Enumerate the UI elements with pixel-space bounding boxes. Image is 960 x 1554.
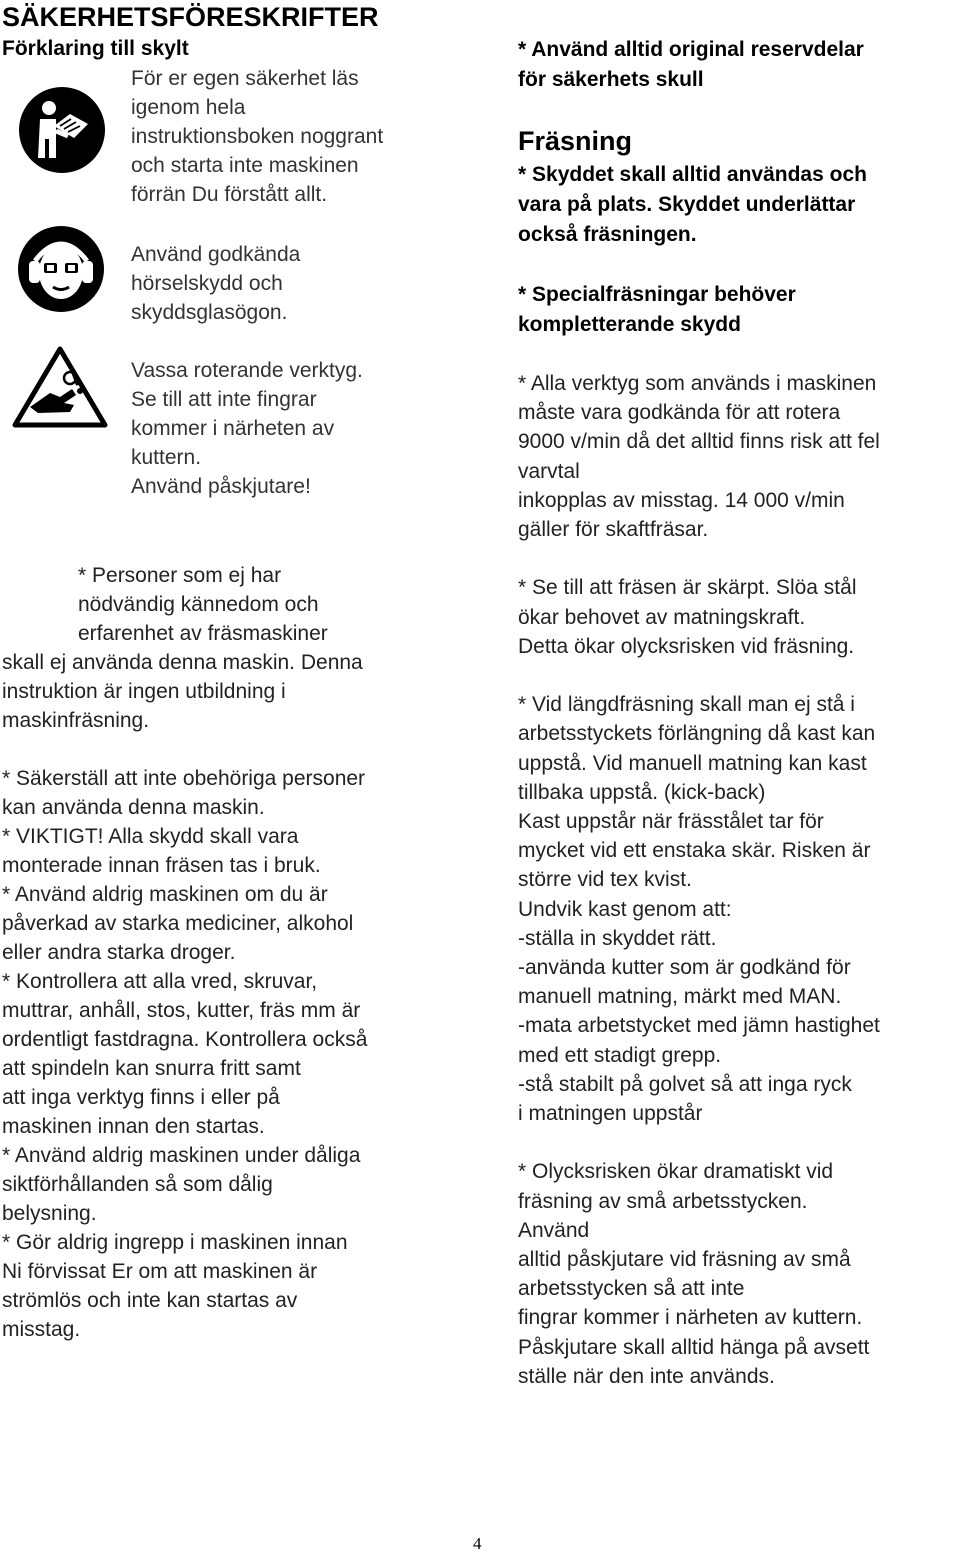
body-text-line: i matningen uppstår — [518, 1102, 703, 1125]
body-text-line: * Alla verktyg som används i maskinen — [518, 372, 877, 395]
body-text-line: * Använd aldrig maskinen om du är — [2, 883, 328, 906]
body-text-line: * VIKTIGT! Alla skydd skall vara — [2, 825, 299, 848]
body-text-line: * Personer som ej har — [78, 564, 282, 587]
body-text-line: * Se till att fräsen är skärpt. Slöa stål — [518, 576, 857, 600]
body-text-line: maskinen innan den startas. — [2, 1115, 265, 1138]
body-text-line: -mata arbetstycket med jämn hastighet — [518, 1014, 880, 1038]
ear-and-eye-protection-icon — [17, 225, 105, 313]
body-text-line: * Kontrollera att alla vred, skruvar, — [2, 970, 318, 993]
body-text-line: manuell matning, märkt med MAN. — [518, 985, 842, 1009]
body-text-line: att spindeln kan snurra fritt samt — [2, 1057, 301, 1080]
body-text-line: * Säkerställ att inte obehöriga personer — [2, 767, 366, 790]
body-text-line: * Vid längdfräsning skall man ej stå i — [518, 693, 855, 717]
body-text-line: -använda kutter som är godkänd för — [518, 956, 851, 979]
body-text-line: att inga verktyg finns i eller på — [2, 1086, 280, 1109]
body-text-line: * Olycksrisken ökar dramatiskt vid — [518, 1160, 834, 1184]
body-text-line: större vid tex kvist. — [518, 868, 692, 892]
sign-text-line: Se till att inte fingrar — [131, 388, 317, 411]
body-text-line: -stå stabilt på golvet så att inga ryck — [518, 1072, 852, 1096]
body-text-line: * Gör aldrig ingrepp i maskinen innan — [2, 1231, 348, 1254]
body-text-line: eller andra starka droger. — [2, 941, 236, 964]
guard-note-line: vara på plats. Skyddet underlättar — [518, 193, 856, 216]
body-text-line: inkopplas av misstag. 14 000 v/min — [518, 488, 845, 512]
body-text-line: Kast uppstår när frässtålet tar för — [518, 810, 824, 833]
body-text-line: ordentligt fastdragna. Kontrollera också — [2, 1028, 368, 1051]
sign-text-line: och starta inte maskinen — [131, 154, 359, 177]
body-text-line: ökar behovet av matningskraft. — [518, 605, 806, 629]
body-text-line: 9000 v/min då det alltid finns risk att fel — [518, 430, 880, 454]
body-text-line: påverkad av starka mediciner, alkohol — [2, 912, 354, 935]
sign-text-line: Använd påskjutare! — [131, 475, 311, 498]
reserve-parts-note-line: för säkerhets skull — [518, 68, 704, 91]
body-text-line: fingrar kommer i närheten av kuttern. — [518, 1306, 863, 1330]
body-text-line: Ni förvissat Er om att maskinen är — [2, 1260, 318, 1283]
body-text-line: erfarenhet av fräsmaskiner — [78, 622, 328, 645]
guard-note-line: kompletterande skydd — [518, 313, 741, 336]
sign-text-line: hörselskydd och — [131, 272, 283, 295]
body-text-line: strömlös och inte kan startas av — [2, 1289, 298, 1312]
sign-text-line: skyddsglasögon. — [131, 301, 288, 324]
body-text-line: mycket vid ett enstaka skär. Risken är — [518, 839, 871, 863]
body-text-line: belysning. — [2, 1202, 97, 1225]
body-text-line: Detta ökar olycksrisken vid fräsning. — [518, 634, 855, 658]
body-text-line: arbetsstyckets förlängning då kast kan — [518, 722, 876, 746]
sign-text-line: förrän Du förstått allt. — [131, 183, 328, 206]
body-text-line: uppstå. Vid manuell matning kan kast — [518, 751, 867, 775]
body-text-line: * Använd aldrig maskinen under dåliga — [2, 1144, 361, 1167]
rotating-cutter-warning-icon — [12, 345, 108, 429]
sign-text-line: För er egen säkerhet läs — [131, 67, 359, 90]
body-text-line: siktförhållanden så som dålig — [2, 1173, 273, 1196]
body-text-line: nödvändig kännedom och — [78, 593, 319, 616]
body-text-line: monterade innan fräsen tas i bruk. — [2, 854, 321, 877]
sign-text-line: instruktionsboken noggrant — [131, 125, 384, 148]
sign-explanation-heading: Förklaring till skylt — [2, 37, 189, 60]
sign-text-line: igenom hela — [131, 96, 246, 119]
sign-text-line: kommer i närheten av — [131, 417, 335, 440]
sign-text-line: Vassa roterande verktyg. — [131, 359, 363, 382]
guard-note-line: * Skyddet skall alltid användas och — [518, 163, 867, 186]
page-number: 4 — [473, 1534, 482, 1553]
body-text-line: fräsning av små arbetsstycken. — [518, 1189, 808, 1213]
body-text-line: kan använda denna maskin. — [2, 796, 265, 819]
page-title: SÄKERHETSFÖRESKRIFTER — [2, 2, 379, 32]
guard-note-line: också fräsningen. — [518, 223, 697, 246]
body-text-line: -ställa in skyddet rätt. — [518, 926, 717, 950]
sign-text-line: kuttern. — [131, 446, 202, 469]
reserve-parts-note-line: * Använd alltid original reservdelar — [518, 38, 864, 61]
section-heading: Fräsning — [518, 126, 633, 156]
body-text-line: med ett stadigt grepp. — [518, 1043, 722, 1067]
body-text-line: tillbaka uppstå. (kick-back) — [518, 780, 766, 804]
body-text-line: misstag. — [2, 1318, 81, 1341]
body-text-line: muttrar, anhåll, stos, kutter, fräs mm är — [2, 999, 361, 1022]
body-text-line: instruktion är ingen utbildning i — [2, 680, 286, 703]
body-text-line: gäller för skaftfräsar. — [518, 518, 709, 541]
body-text-line: alltid påskjutare vid fräsning av små — [518, 1248, 851, 1271]
read-manual-icon — [18, 86, 106, 174]
body-text-line: Undvik kast genom att: — [518, 897, 732, 921]
body-text-line: varvtal — [518, 459, 580, 483]
body-text-line: maskinfräsning. — [2, 709, 150, 732]
body-text-line: måste vara godkända för att rotera — [518, 401, 841, 425]
body-text-line: ställe när den inte används. — [518, 1364, 775, 1388]
body-text-line: arbetsstycken så att inte — [518, 1277, 745, 1301]
body-text-line: skall ej använda denna maskin. Denna — [2, 651, 363, 674]
sign-text-line: Använd godkända — [131, 243, 301, 266]
guard-note-line: * Specialfräsningar behöver — [518, 283, 796, 306]
body-text-line: Använd — [518, 1218, 590, 1242]
body-text-line: Påskjutare skall alltid hänga på avsett — [518, 1335, 870, 1359]
